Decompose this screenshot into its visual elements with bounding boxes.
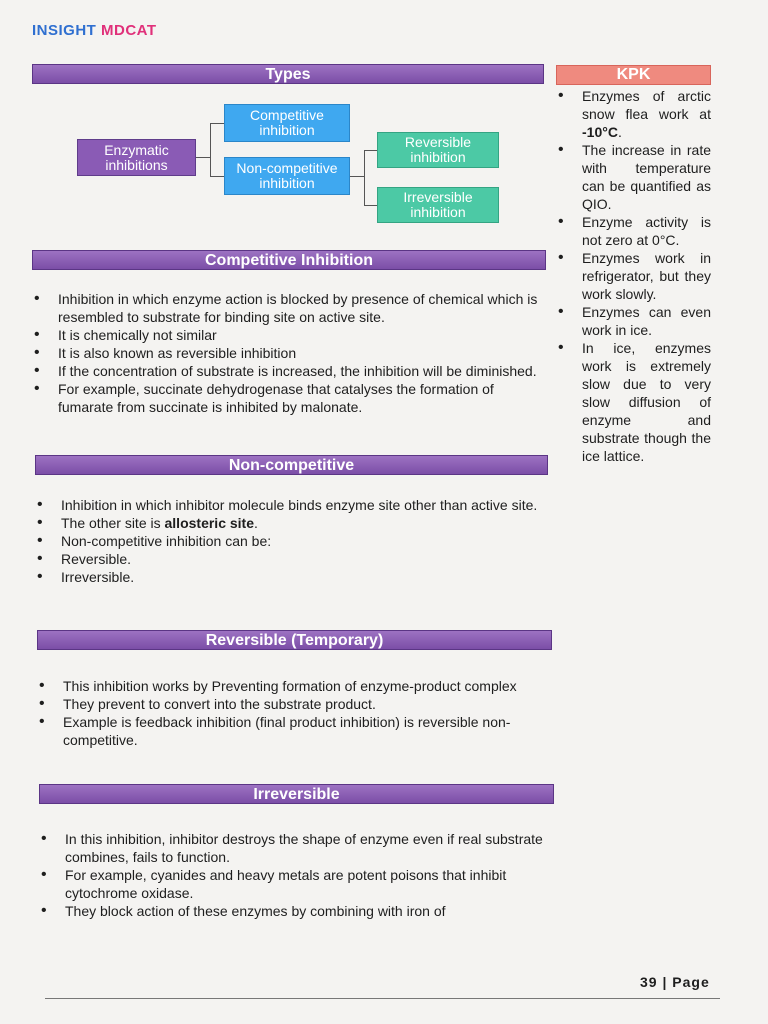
list-item: • The increase in rate with temperature can be quantified as QIO. xyxy=(556,141,711,213)
reversible-list xyxy=(37,677,552,749)
list-item: • In ice, enzymes work is extremely slow due to very slow diffusion of enzyme and substrate though the ice lattice. xyxy=(556,339,711,465)
noncompetitive-list xyxy=(35,496,548,586)
list-item: • It is chemically not similar xyxy=(32,326,546,344)
kpk-list xyxy=(556,87,711,465)
diagram-node-noncompetitive: Non-competitive inhibition xyxy=(224,157,350,195)
section-bar-competitive xyxy=(32,250,546,270)
diagram-node-competitive: Competitive inhibition xyxy=(224,104,350,142)
section-bar-noncompetitive xyxy=(35,455,548,475)
section-title-noncompetitive: Non-competitive xyxy=(228,457,355,474)
competitive-list xyxy=(32,290,546,416)
list-item: • Non-competitive inhibition can be: xyxy=(35,532,548,550)
list-item: • Example is feedback inhibition (final product inhibition) is reversible non-competitive. xyxy=(37,713,552,749)
diagram-connector xyxy=(210,123,211,176)
list-item: • Enzyme activity is not zero at 0°C. xyxy=(556,213,711,249)
diagram-node-reversible: Reversible inhibition xyxy=(377,132,499,168)
kpk-bar xyxy=(556,65,711,85)
section-title-competitive: Competitive Inhibition xyxy=(205,252,373,269)
list-item: • Inhibition in which inhibitor molecule binds enzyme site other than active site. xyxy=(35,496,548,514)
diagram-connector xyxy=(196,157,210,158)
list-item: • They prevent to convert into the substrate product. xyxy=(37,695,552,713)
footer-divider xyxy=(45,998,720,999)
diagram-connector xyxy=(210,123,224,124)
list-item: • If the concentration of substrate is increased, the inhibition will be diminished. xyxy=(32,362,546,380)
diagram-connector xyxy=(210,176,224,177)
list-item: • For example, succinate dehydrogenase that catalyses the formation of fumarate from succinate is inhibited by malonate. xyxy=(32,380,546,416)
diagram-node-irreversible: Irreversible inhibition xyxy=(377,187,499,223)
list-item: • Inhibition in which enzyme action is blocked by presence of chemical which is resembled to substrate for binding site on active site. xyxy=(32,290,546,326)
diagram-connector xyxy=(364,205,377,206)
list-item: • Enzymes can even work in ice. xyxy=(556,303,711,339)
section-bar-types xyxy=(32,64,544,84)
brand-logo: INSIGHT MDCAT xyxy=(32,22,157,39)
kpk-title: KPK xyxy=(616,66,651,83)
section-bar-reversible xyxy=(37,630,552,650)
list-item: • The other site is allosteric site. xyxy=(35,514,548,532)
section-title-types: Types xyxy=(265,66,311,83)
list-item: • For example, cyanides and heavy metals are potent poisons that inhibit cytochrome oxidase. xyxy=(39,866,556,902)
list-item: • This inhibition works by Preventing formation of enzyme-product complex xyxy=(37,677,552,695)
list-item: • Reversible. xyxy=(35,550,548,568)
list-item: • Enzymes work in refrigerator, but they work slowly. xyxy=(556,249,711,303)
section-title-reversible: Reversible (Temporary) xyxy=(205,632,384,649)
diagram-connector xyxy=(350,176,364,177)
section-bar-irreversible xyxy=(39,784,554,804)
list-item: • It is also known as reversible inhibition xyxy=(32,344,546,362)
list-item: • Irreversible. xyxy=(35,568,548,586)
list-item: • Enzymes of arctic snow flea work at -10°C. xyxy=(556,87,711,141)
diagram-connector xyxy=(364,150,365,205)
diagram-connector xyxy=(364,150,377,151)
list-item: • They block action of these enzymes by combining with iron of xyxy=(39,902,556,920)
page-number: 39 | Page xyxy=(640,974,710,990)
section-title-irreversible: Irreversible xyxy=(253,786,340,803)
irreversible-list xyxy=(39,830,556,920)
list-item: • In this inhibition, inhibitor destroys the shape of enzyme even if real substrate combines, fails to function. xyxy=(39,830,556,866)
diagram-node-root: Enzymatic inhibitions xyxy=(77,139,196,176)
